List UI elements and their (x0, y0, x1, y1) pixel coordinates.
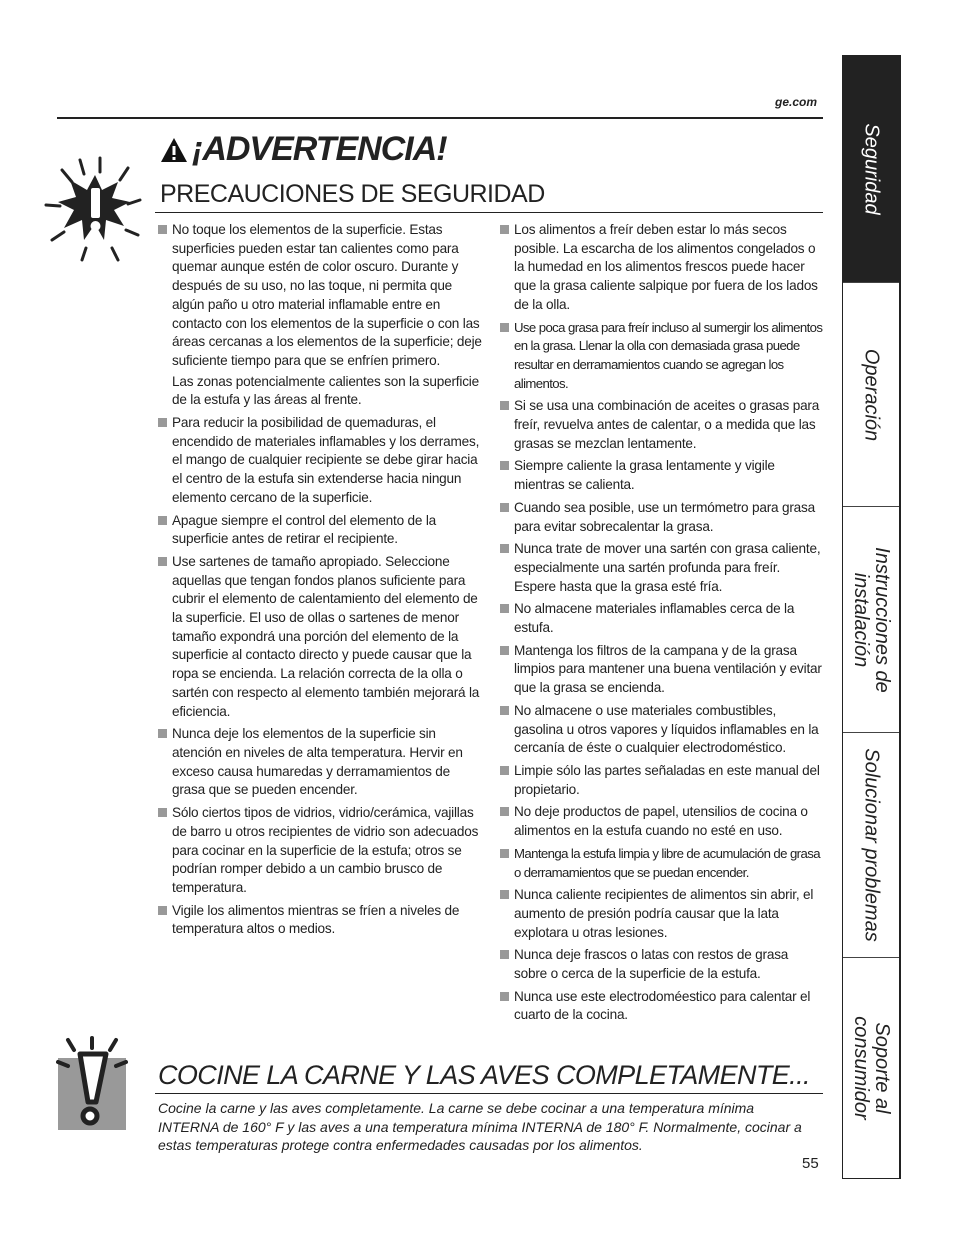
list-item-text: Mantenga la estufa limpia y libre de acumulación de grasa o derramamientos que se puedan encender. (514, 845, 820, 880)
tab-label: Operación (860, 348, 883, 441)
bullet-icon (158, 808, 167, 817)
bullet-icon (500, 401, 509, 410)
bullet-icon (500, 950, 509, 959)
tab-label: Soporte al consumidor (850, 1015, 893, 1120)
bullet-icon (158, 418, 167, 427)
list-item-text: Siempre caliente la grasa lentamente y vigile mientras se calienta. (514, 458, 775, 493)
list-item (157, 804, 483, 898)
list-item-text: Para reducir la posibilidad de quemaduras, el encendido de materiales inflamables y los derrames, el mango de cualquier recipiente se debe girar hacia el centro de la estufa sin extenderse hacia ningun elemento cercano de la superficie. (172, 415, 480, 505)
exclamation-burst-icon (40, 150, 150, 275)
page-number: 55 (802, 1155, 819, 1172)
list-item (499, 457, 824, 494)
tab-label: Instrucciones de instalación (850, 546, 893, 693)
list-item (499, 886, 824, 942)
list-item (499, 319, 824, 394)
bullet-icon (500, 503, 509, 512)
bullet-icon (158, 225, 167, 234)
list-item (499, 988, 824, 1025)
list-item-text: No almacene materiales inflamables cerca de la estufa. (514, 601, 795, 636)
bullet-icon (158, 906, 167, 915)
warning-title (160, 130, 447, 169)
list-item (157, 373, 483, 410)
bullet-icon (158, 729, 167, 738)
section-rule (155, 1093, 823, 1094)
exclamation-caution-icon (56, 1036, 128, 1137)
list-item (157, 414, 483, 508)
bullet-icon (158, 516, 167, 525)
list-item-text: Apague siempre el control del elemento de la superficie antes de retirar el recipiente. (172, 512, 436, 547)
list-item-text: Use sartenes de tamaño apropiado. Seleccione aquellas que tengan fondos planos suficiente para cubrir el elemento de calentamiento del elemento de la superficie. El uso de ollas o sartenes de menor tamaño expondrá una porción del elemento de la superficie al contacto directo y puede causar que la ropa se encienda. La relación correcta de la olla o sartén con respecto al elemento también mejorará la eficiencia. (172, 553, 480, 719)
bullet-icon (500, 766, 509, 775)
top-rule (57, 117, 823, 119)
bullet-icon (500, 849, 509, 858)
list-item-text: Si se usa una combinación de aceites o grasas para freír, revuelva antes de calentar, o a medida que las grasas se mezclan lentamente. (514, 398, 820, 451)
list-item (499, 499, 824, 536)
list-item (499, 946, 824, 983)
list-item (499, 397, 824, 453)
list-item-text: Nunca caliente recipientes de alimentos sin abrir, el aumento de presión podría causar que la lata explotara u otras lesiones. (514, 887, 814, 940)
section-rule (155, 212, 823, 213)
bullet-icon (500, 225, 509, 234)
list-item (499, 642, 824, 698)
tab-solucionar[interactable] (843, 733, 899, 958)
cook-paragraph: Cocine la carne y las aves completamente. La carne se debe cocinar a una temperatura mínima INTERNA de 160° F y las aves a una temperatura mínima INTERNA de 180° F. Normalmente, cocinar a estas temperaturas protege contra enfermedades causadas por los alimentos. (158, 1100, 802, 1153)
list-item-text: Nunca trate de mover una sartén con grasa caliente, especialmente una sartén profunda para freír. Espere hasta que la grasa esté fría. (514, 541, 821, 594)
warning-title-text: ¡ADVERTENCIA! (192, 130, 447, 168)
list-item (499, 221, 824, 315)
bullet-icon (500, 323, 509, 332)
list-item (499, 540, 824, 596)
list-item (499, 845, 824, 882)
list-item-text: Nunca deje frascos o latas con restos de grasa sobre o cerca de la superficie de la estufa. (514, 947, 789, 982)
warning-triangle-icon (160, 136, 188, 164)
bullet-icon (500, 646, 509, 655)
list-item-text: Sólo ciertos tipos de vidrios, vidrio/cerámica, vajillas de barro u otros recipientes de vidrio son adecuados para cocinar en la superficie de la estufa; otros se podrían romper debido a un cambio brusco de temperatura. (172, 805, 479, 895)
list-item (157, 221, 483, 371)
list-item-text: Nunca deje los elementos de la superficie sin atención en niveles de alta temperatura. Hervir en exceso causa humaredas y derramamientos de grasa que se pueden encender. (172, 726, 463, 798)
list-item-text: Use poca grasa para freír incluso al sumergir los alimentos en la grasa. Llenar la olla con demasiada grasa puede resultar en derramamientos cuando se agregan los alimentos. (514, 319, 823, 391)
bullet-icon (158, 557, 167, 566)
left-column (157, 221, 483, 943)
bullet-icon (500, 807, 509, 816)
list-item-text: Cuando sea posible, use un termómetro para grasa para evitar sobrecalentar la grasa. (514, 499, 815, 534)
tab-label: Seguridad (860, 123, 883, 215)
bullet-icon (500, 544, 509, 553)
side-tabs (842, 55, 901, 1179)
list-item-text: No almacene o use materiales combustibles, gasolina u otros vapores y líquidos inflamables en la cercanía de éste o cualquier electrodoméstico. (514, 702, 819, 756)
bullet-icon (500, 604, 509, 613)
section-title-safety: PRECAUCIONES DE SEGURIDAD (160, 180, 545, 208)
tab-label: Solucionar problemas (860, 748, 883, 942)
list-item-text: Nunca use este electrodoméestico para calentar el cuarto de la cocina. (514, 988, 811, 1023)
list-item (157, 512, 483, 549)
bullet-icon (500, 992, 509, 1001)
list-item (499, 600, 824, 637)
list-item (499, 803, 824, 840)
list-item (157, 902, 483, 939)
section-title-cook: COCINE LA CARNE Y LAS AVES COMPLETAMENTE... (158, 1060, 810, 1090)
list-item-text: Los alimentos a freír deben estar lo más secos posible. La escarcha de los alimentos congelados o la humedad en los alimentos frescos puede hacer que la grasa caliente salpique por fuera de los lados de la olla. (514, 222, 818, 312)
bullet-icon (500, 706, 509, 715)
list-item-text: Mantenga los filtros de la campana y de la grasa limpios para mantener una buena ventilación y evitar que la grasa se encienda. (514, 642, 822, 696)
list-item-text: Las zonas potencialmente calientes son la superficie de la estufa y las áreas al frente. (172, 373, 479, 408)
bullet-icon (500, 461, 509, 470)
tab-seguridad[interactable] (843, 56, 899, 283)
list-item-text: No deje productos de papel, utensilios de cocina o alimentos en la estufa cuando no esté en uso. (514, 804, 808, 839)
list-item (157, 725, 483, 800)
right-column (499, 221, 824, 1029)
tab-operacion[interactable] (843, 283, 899, 507)
bullet-icon (500, 890, 509, 899)
site-url: ge.com (775, 95, 818, 109)
list-item (499, 762, 824, 799)
tab-soporte[interactable] (843, 958, 899, 1177)
list-item-text: No toque los elementos de la superficie. Estas superficies pueden estar tan calientes como para quemar aunque estén de color oscuro. Durante y después de su uso, no las toque, ni permita que algún paño u otro material inflamable entre en contacto con los elementos de la superficie o con las áreas cercanas a los elementos de la superficie; deje suficiente tiempo para que se enfríen primero. (172, 222, 482, 368)
list-item (499, 702, 824, 758)
list-item-text: Limpie sólo las partes señaladas en este manual del propietario. (514, 762, 820, 797)
list-item-text: Vigile los alimentos mientras se fríen a niveles de temperatura altos o medios. (172, 902, 460, 937)
list-item (157, 553, 483, 721)
tab-instrucciones[interactable] (843, 507, 899, 733)
